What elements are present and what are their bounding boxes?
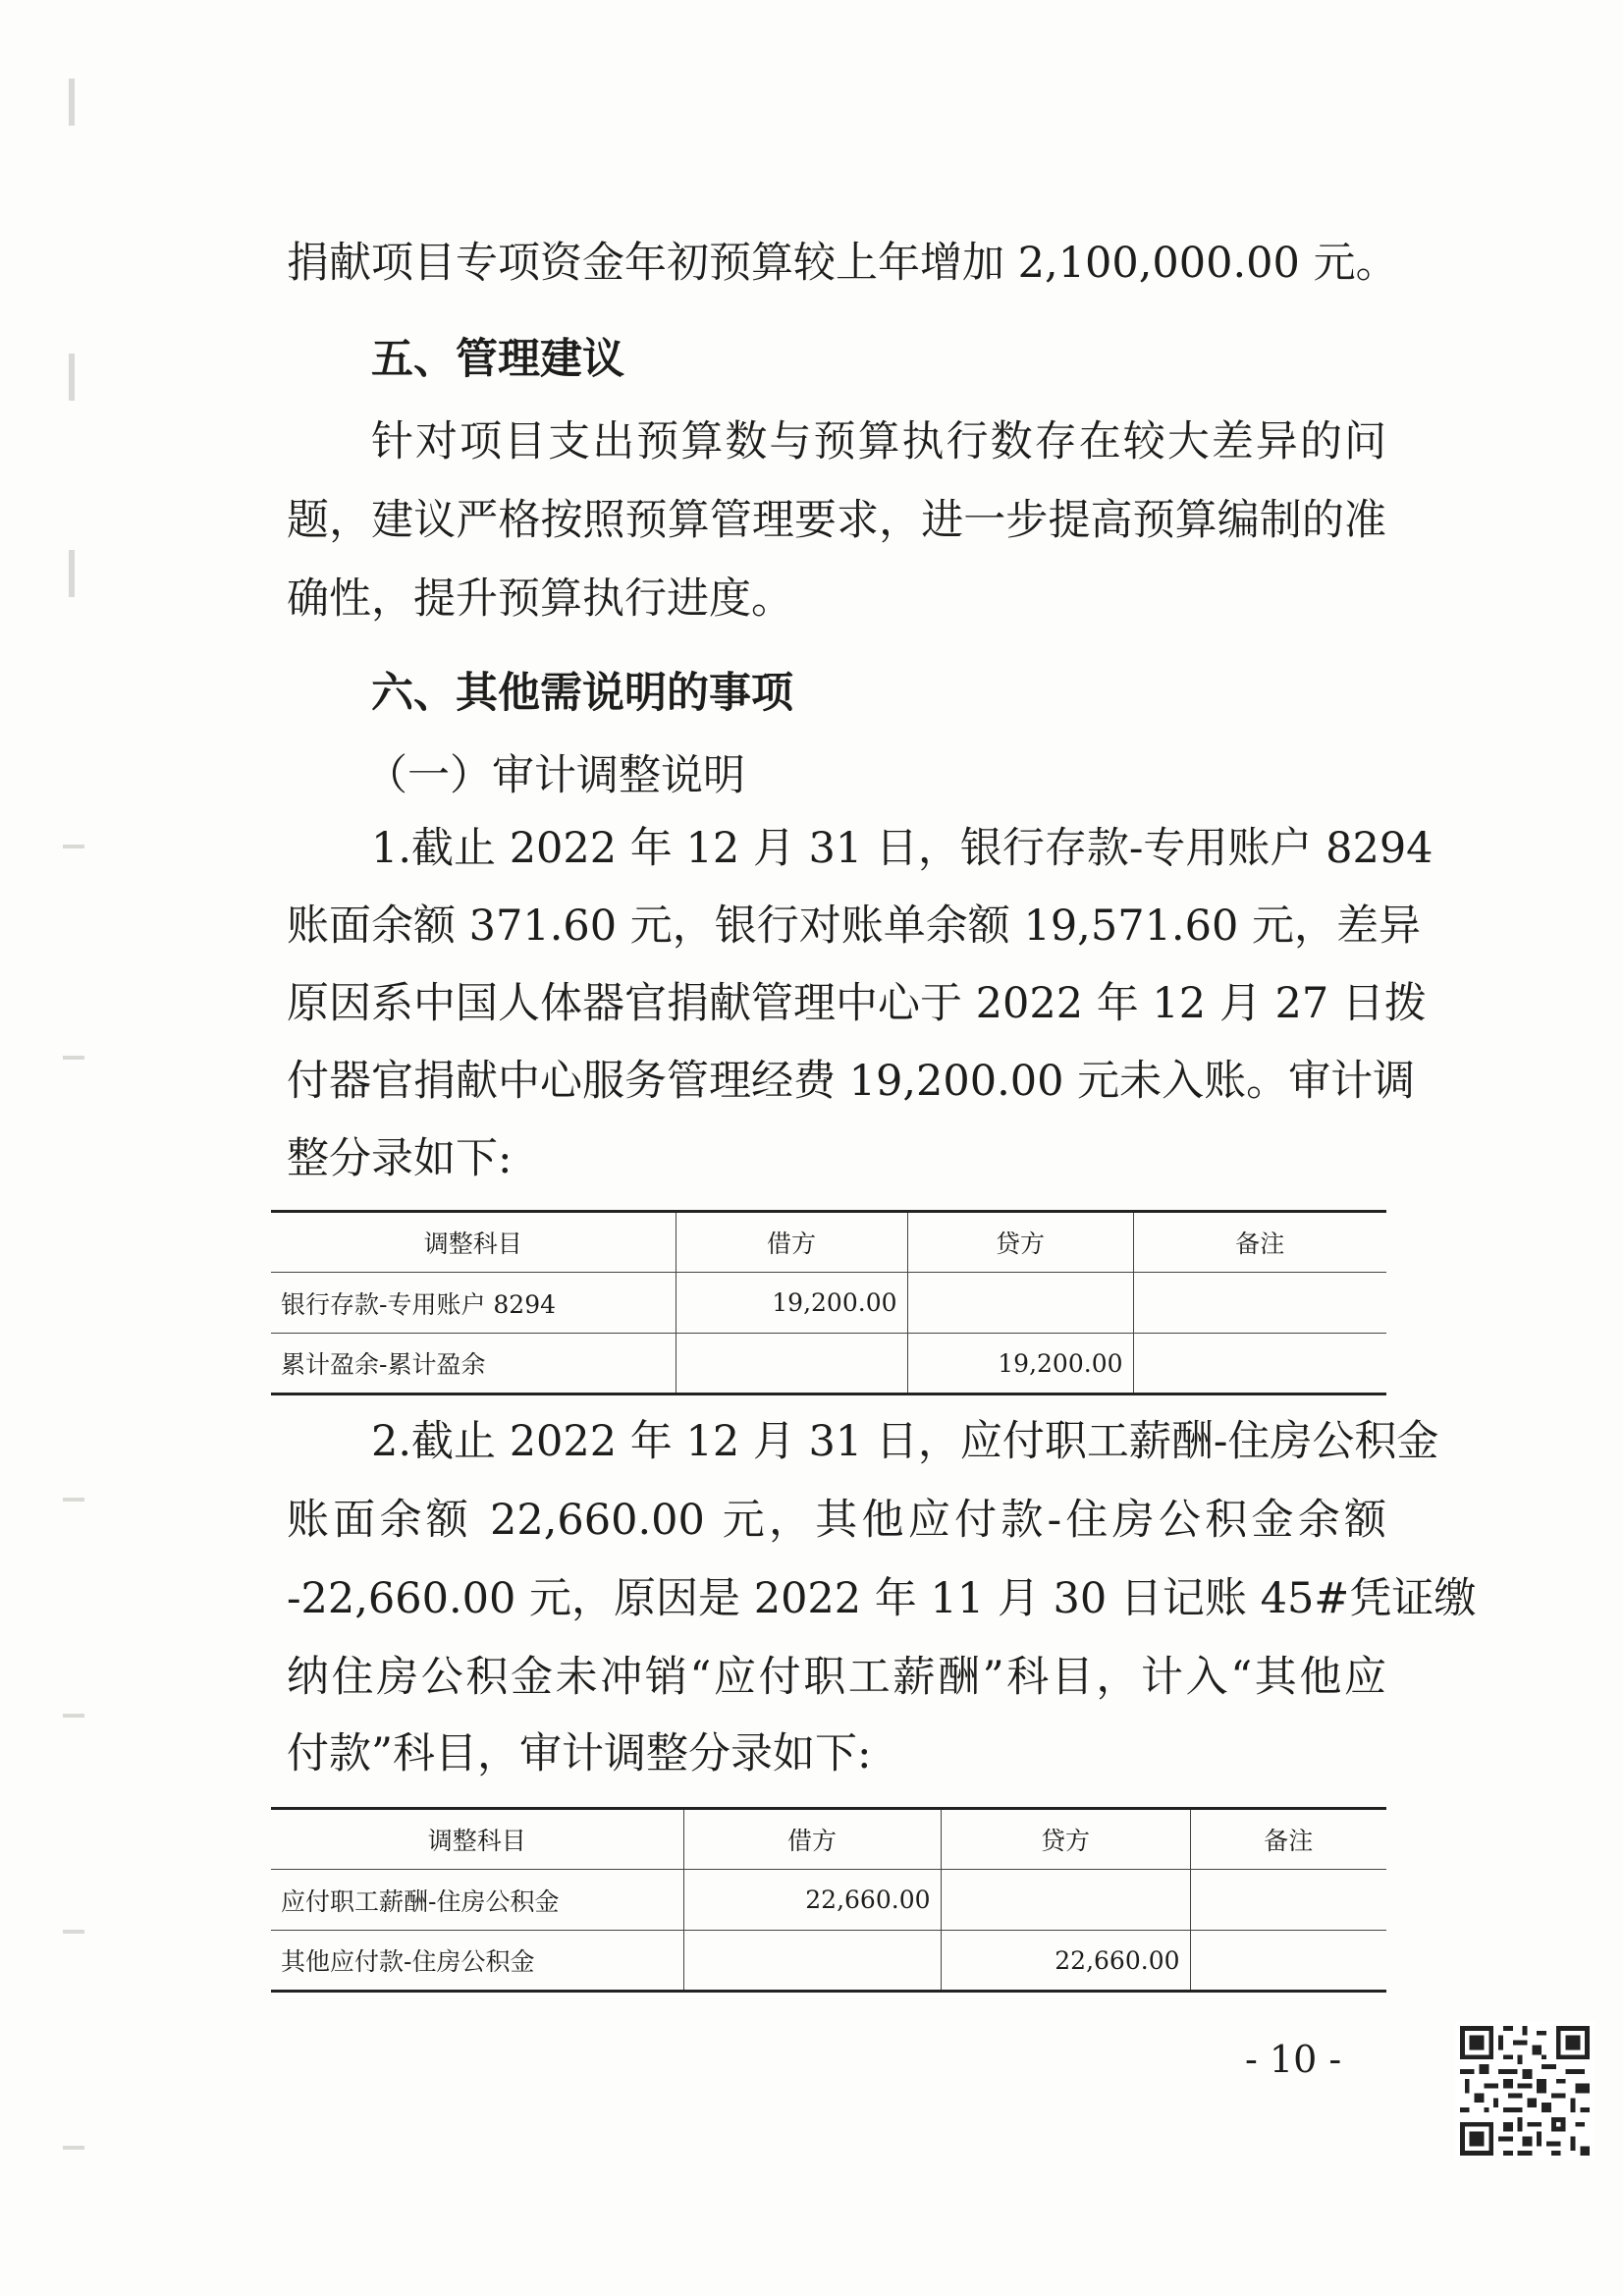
paragraph-line: 题，建议严格按照预算管理要求，进一步提高预算编制的准 <box>287 496 1386 545</box>
paragraph-line: 确性，提升预算执行进度。 <box>287 574 793 624</box>
scan-mark <box>63 1714 84 1718</box>
scan-mark <box>69 79 75 126</box>
column-header: 借方 <box>676 1212 907 1273</box>
account-cell: 其他应付款-住房公积金 <box>271 1931 683 1992</box>
paragraph-line: 2.截止 2022 年 12 月 31 日，应付职工薪酬-住房公积金 <box>371 1417 1439 1466</box>
scan-mark <box>69 354 75 401</box>
account-cell: 累计盈余-累计盈余 <box>271 1334 676 1394</box>
column-header: 贷方 <box>907 1212 1133 1273</box>
scan-mark <box>63 2146 84 2150</box>
paragraph-line: 整分录如下: <box>287 1134 513 1183</box>
credit-cell: 19,200.00 <box>907 1334 1133 1394</box>
note-cell <box>1133 1273 1386 1334</box>
paragraph-line: 纳住房公积金未冲销“应付职工薪酬”科目，计入“其他应 <box>287 1653 1386 1702</box>
note-cell <box>1190 1931 1386 1992</box>
debit-cell <box>676 1334 907 1394</box>
debit-cell <box>683 1931 941 1992</box>
column-header: 备注 <box>1133 1212 1386 1273</box>
column-header: 调整科目 <box>271 1809 683 1870</box>
scan-mark <box>63 1056 84 1060</box>
credit-cell <box>941 1870 1190 1931</box>
paragraph-line: -22,660.00 元，原因是 2022 年 11 月 30 日记账 45#凭证缴 <box>287 1574 1477 1623</box>
credit-cell: 22,660.00 <box>941 1931 1190 1992</box>
debit-cell: 22,660.00 <box>683 1870 941 1931</box>
debit-cell: 19,200.00 <box>676 1273 907 1334</box>
account-cell: 应付职工薪酬-住房公积金 <box>271 1870 683 1931</box>
paragraph-line: 付款”科目，审计调整分录如下: <box>287 1729 872 1778</box>
paragraph-line: 捐献项目专项资金年初预算较上年增加 2,100,000.00 元。 <box>287 239 1398 288</box>
paragraph-line: 账面余额 22,660.00 元，其他应付款-住房公积金余额 <box>287 1496 1386 1545</box>
subsection-heading: （一）审计调整说明 <box>365 751 745 800</box>
paragraph-line: 原因系中国人体器官捐献管理中心于 2022 年 12 月 27 日拨 <box>287 979 1427 1028</box>
table-header-row <box>271 1809 1386 1870</box>
adjustment-table-1 <box>271 1210 1386 1395</box>
note-cell <box>1190 1870 1386 1931</box>
page-number: - 10 - <box>1245 2038 1342 2081</box>
credit-cell <box>907 1273 1133 1334</box>
account-cell: 银行存款-专用账户 8294 <box>271 1273 676 1334</box>
scan-mark <box>63 1498 84 1502</box>
table-row <box>271 1334 1386 1394</box>
paragraph-line: 账面余额 371.60 元，银行对账单余额 19,571.60 元，差异 <box>287 902 1421 951</box>
note-cell <box>1133 1334 1386 1394</box>
table-header-row <box>271 1212 1386 1273</box>
paragraph-line: 1.截止 2022 年 12 月 31 日，银行存款-专用账户 8294 <box>371 824 1434 873</box>
section-heading: 六、其他需说明的事项 <box>371 669 793 718</box>
scan-mark <box>63 845 84 848</box>
adjustment-table-2 <box>271 1807 1386 1993</box>
column-header: 借方 <box>683 1809 941 1870</box>
table-row <box>271 1931 1386 1992</box>
column-header: 贷方 <box>941 1809 1190 1870</box>
scan-mark <box>69 550 75 597</box>
scan-mark <box>63 1930 84 1934</box>
qr-code-icon <box>1455 2021 1595 2160</box>
column-header: 备注 <box>1190 1809 1386 1870</box>
column-header: 调整科目 <box>271 1212 676 1273</box>
table-row <box>271 1870 1386 1931</box>
table-row <box>271 1273 1386 1334</box>
section-heading: 五、管理建议 <box>371 335 624 384</box>
paragraph-line: 付器官捐献中心服务管理经费 19,200.00 元未入账。审计调 <box>287 1057 1416 1106</box>
paragraph-line: 针对项目支出预算数与预算执行数存在较大差异的问 <box>371 417 1386 466</box>
